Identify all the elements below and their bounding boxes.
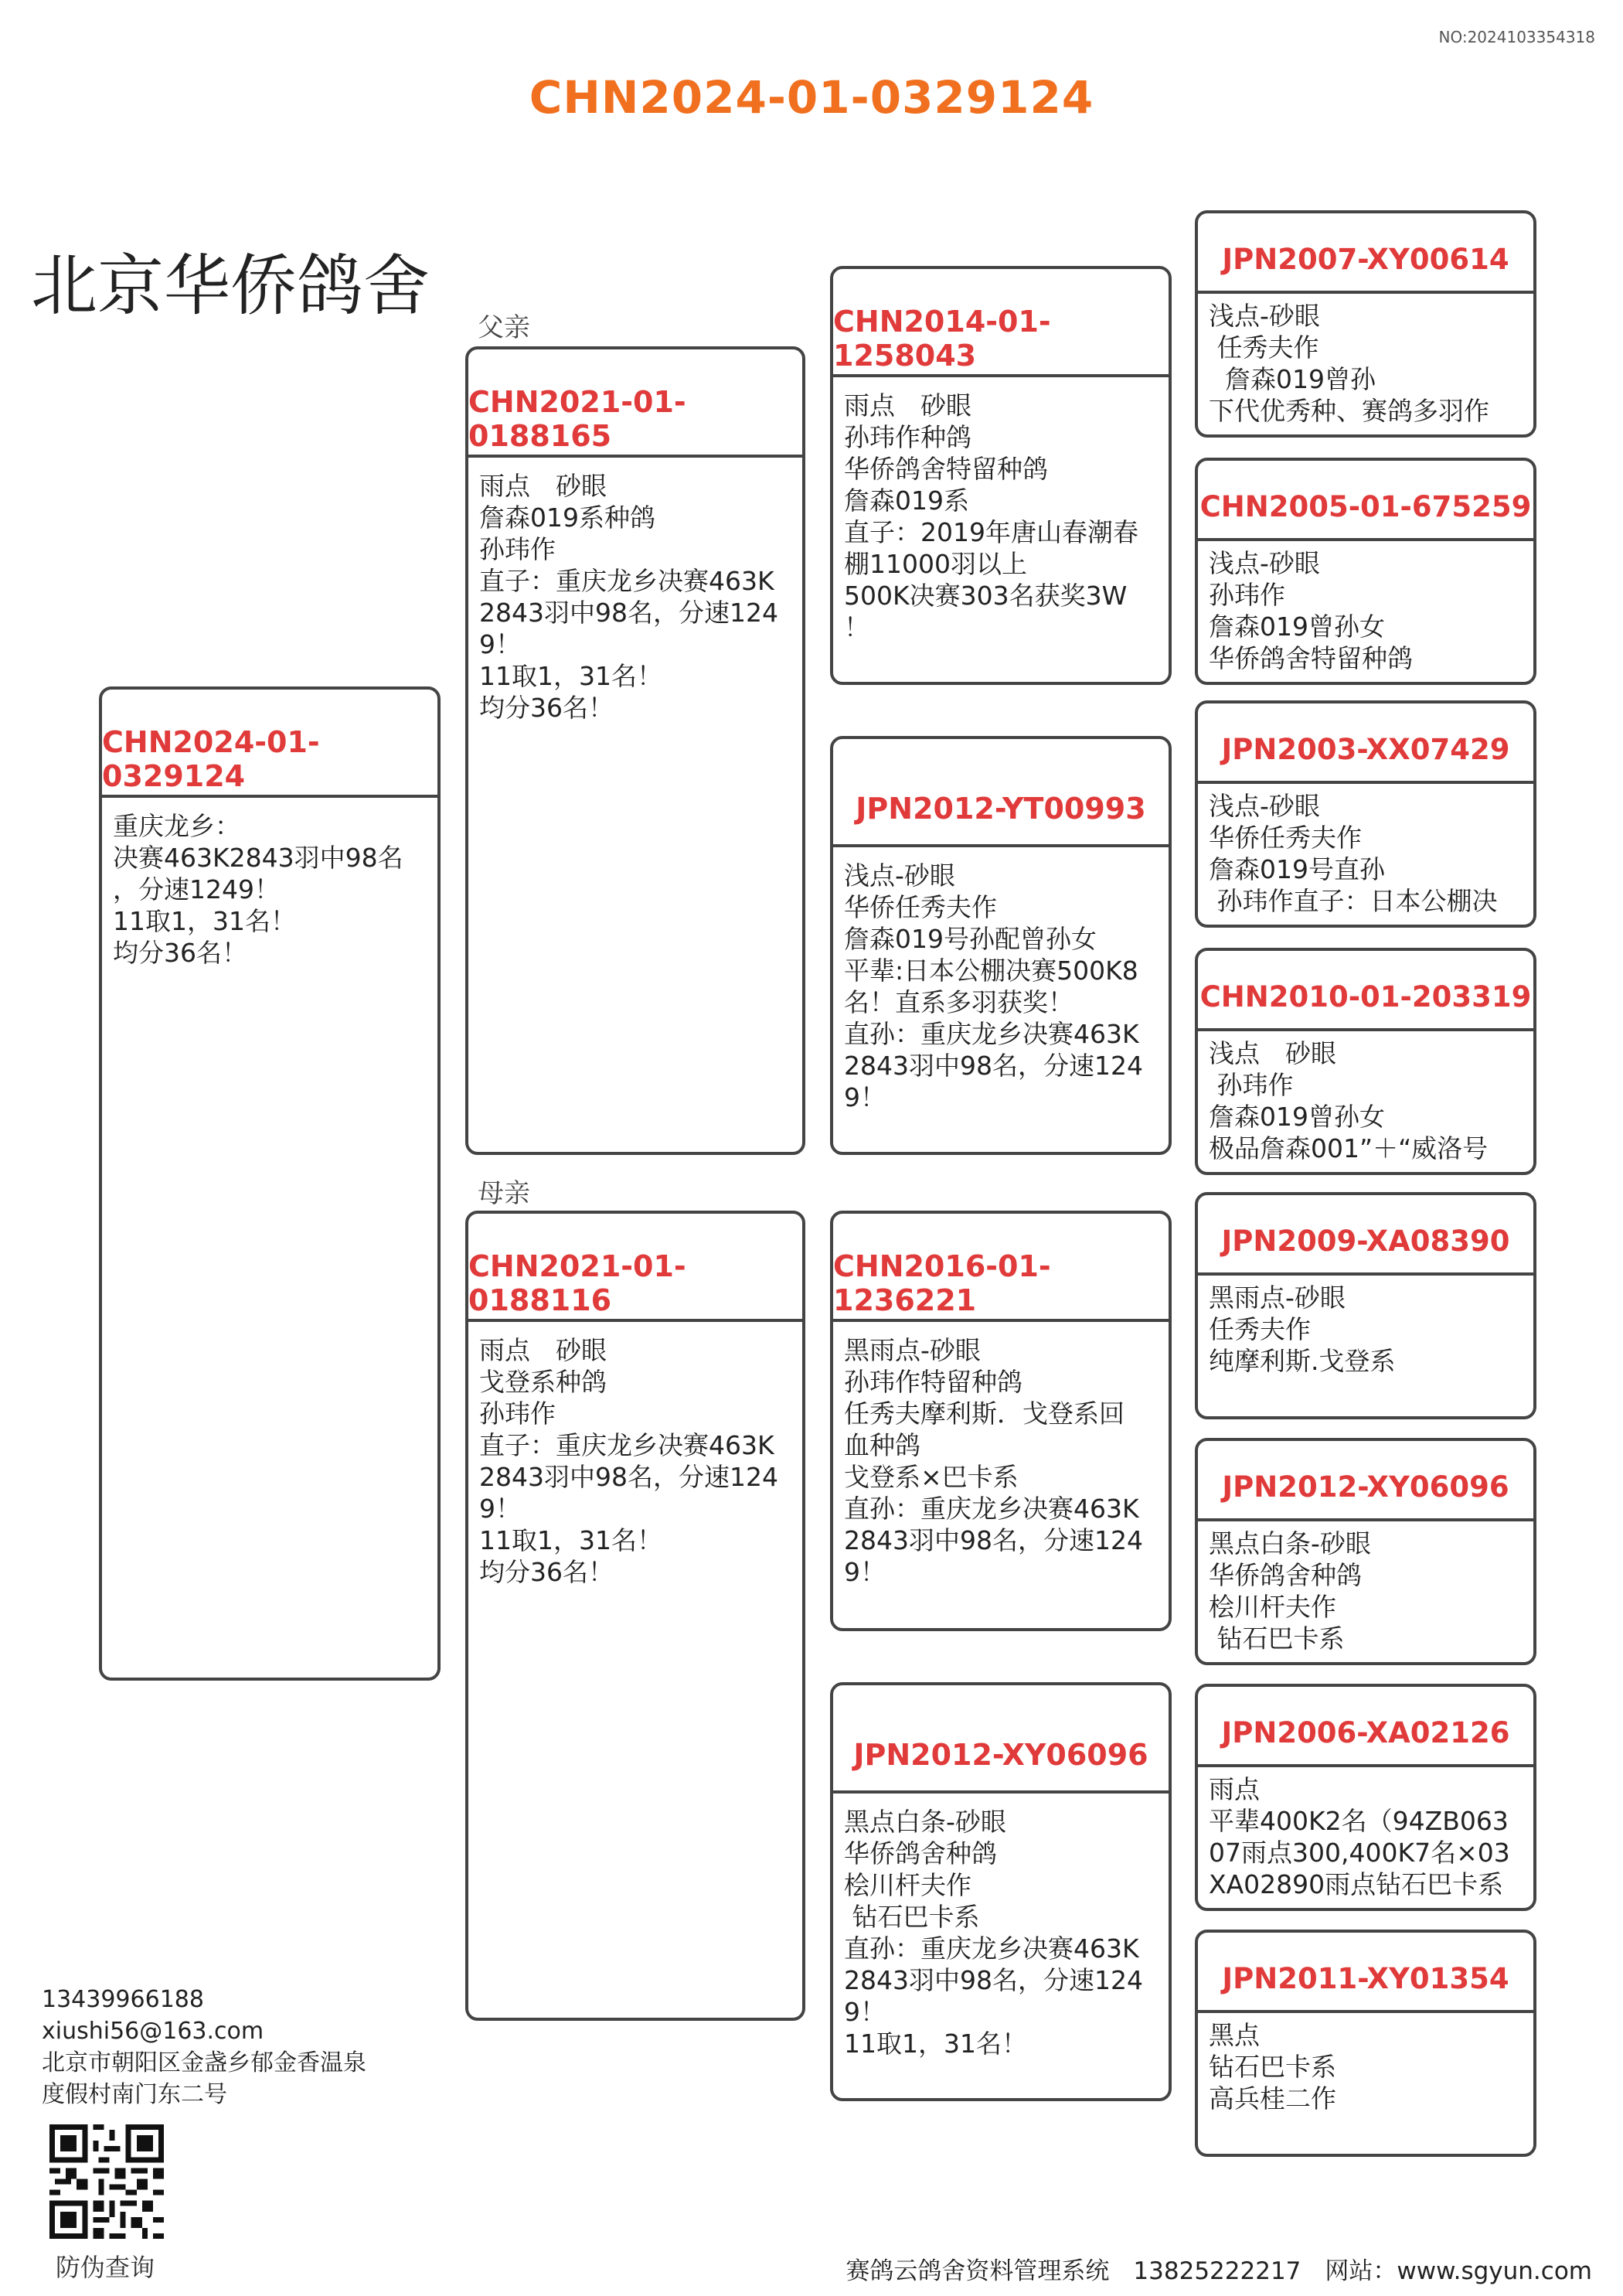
text-line: 血种鸽 (844, 1430, 920, 1460)
text-line: 均分36名！ (479, 693, 614, 723)
text-line: 9！ (479, 629, 521, 659)
text-line: 11取1，31名！ (479, 1525, 662, 1555)
text-line: 任秀夫摩利斯．戈登系回 (844, 1398, 1125, 1429)
text-line: 雨点 (1209, 1774, 1260, 1804)
text-line: 桧川杆夫作 (844, 1870, 971, 1900)
text-line: 2843羽中98名，分速124 (844, 1965, 1143, 1995)
pigeon-notes (1198, 1767, 1533, 1906)
text-line: 决赛463K2843羽中98名 (113, 843, 403, 873)
card-mother[interactable] (465, 1211, 805, 2021)
ring-number: JPN2009-XA08390 (1198, 1195, 1533, 1276)
pigeon-notes (1198, 2013, 1533, 2121)
card-paternal-grandsire[interactable] (830, 266, 1172, 685)
mother-label: 母亲 (478, 1178, 530, 1209)
ring-number: CHN2021-01-0188116 (468, 1214, 802, 1322)
pigeon-notes (468, 1322, 802, 1594)
ring-number: CHN2005-01-675259 (1198, 461, 1533, 541)
text-line: 钻石巴卡系 (844, 1902, 980, 1932)
loft-name: 北京华侨鸽舍 (31, 247, 430, 325)
footer-system-info: 赛鸽云鸽舍资料管理系统 13825222217 网站：www.sgyun.com (846, 2257, 1592, 2285)
text-line: 北京市朝阳区金盏乡郁金香温泉 (42, 2049, 366, 2076)
text-line: 纯摩利斯.戈登系 (1209, 1346, 1396, 1376)
text-line: 孙玮作特留种鸽 (844, 1367, 1022, 1397)
text-line: 13439966188 (42, 1986, 204, 2013)
card-gg-3[interactable] (1195, 700, 1536, 928)
text-line: 黑雨点-砂眼 (1209, 1283, 1346, 1313)
text-line: 孙玮作直子：日本公棚决 (1209, 886, 1498, 916)
ring-number: JPN2012-YT00993 (833, 739, 1169, 847)
text-line: 钻石巴卡系 (1209, 2052, 1336, 2082)
text-line: 均分36名！ (479, 1557, 614, 1587)
text-line: 桧川杆夫作 (1209, 1592, 1336, 1622)
text-line: 詹森019曾孙女 (1209, 611, 1385, 642)
text-line: ！ (844, 612, 869, 642)
text-line: 9！ (844, 1557, 886, 1587)
pigeon-notes (102, 798, 437, 975)
ring-number: CHN2014-01-1258043 (833, 269, 1169, 377)
serial-number: NO:2024103354318 (1438, 28, 1595, 46)
ring-number: CHN2024-01-0329124 (102, 690, 437, 798)
text-line: 詹森019曾孙女 (1209, 1102, 1385, 1132)
text-line: 2843羽中98名，分速124 (844, 1525, 1143, 1555)
card-gg-1[interactable] (1195, 210, 1536, 438)
text-line: 浅点-砂眼 (844, 860, 955, 891)
text-line: 9！ (844, 1082, 886, 1112)
text-line: 平辈:日本公棚决赛500K8 (844, 956, 1138, 986)
text-line: 浅点-砂眼 (1209, 548, 1320, 578)
text-line: 度假村南门东二号 (42, 2081, 227, 2108)
ring-number: JPN2012-XY06096 (833, 1685, 1169, 1794)
ring-number: JPN2007-XY00614 (1198, 213, 1533, 294)
text-line: 黑雨点-砂眼 (844, 1335, 981, 1365)
text-line: 07雨点300,400K7名×03 (1209, 1838, 1510, 1868)
text-line: 直孙：重庆龙乡决赛463K (844, 1019, 1139, 1049)
text-line: 任秀夫作 (1209, 332, 1319, 363)
card-gg-8[interactable] (1195, 1930, 1536, 2157)
text-line: 高兵桂二作 (1209, 2083, 1336, 2114)
ring-number: CHN2021-01-0188165 (468, 349, 802, 458)
text-line: 重庆龙乡： (113, 811, 240, 841)
text-line: 直子：重庆龙乡决赛463K (479, 1430, 774, 1460)
text-line: 詹森019系 (844, 485, 969, 516)
text-line: 黑点 (1209, 2020, 1260, 2050)
text-line: 均分36名！ (113, 938, 247, 968)
text-line: 500K决赛303名获奖3W (844, 581, 1128, 611)
ring-number: CHN2016-01-1236221 (833, 1214, 1169, 1322)
text-line: 华侨鸽舍特留种鸽 (844, 454, 1048, 484)
qr-code-icon[interactable] (49, 2124, 164, 2239)
card-self[interactable] (99, 686, 441, 1681)
text-line: 名！直系多羽获奖！ (844, 987, 1073, 1017)
pigeon-notes (468, 458, 802, 730)
text-line: 9！ (844, 1997, 886, 2027)
pigeon-notes (1198, 1031, 1533, 1170)
text-line: xiushi56@163.com (42, 2018, 264, 2045)
text-line: 任秀夫作 (1209, 1314, 1311, 1344)
text-line: XA02890雨点钻石巴卡系 (1209, 1869, 1504, 1899)
text-line: 直孙：重庆龙乡决赛463K (844, 1494, 1139, 1524)
pigeon-notes (833, 847, 1169, 1119)
text-line: 雨点 砂眼 (479, 471, 607, 501)
text-line: 下代优秀种、赛鸽多羽作 (1209, 396, 1489, 426)
text-line: 2843羽中98名，分速124 (479, 598, 778, 628)
text-line: 11取1，31名！ (844, 2029, 1027, 2059)
text-line: 浅点-砂眼 (1209, 301, 1320, 331)
text-line: 华侨任秀夫作 (844, 892, 997, 922)
text-line: 孙玮作 (479, 1398, 556, 1429)
text-line: 孙玮作 (1209, 580, 1285, 610)
text-line: 11取1，31名！ (113, 906, 296, 936)
text-line: 华侨鸽舍特留种鸽 (1209, 643, 1413, 673)
ring-number: JPN2012-XY06096 (1198, 1441, 1533, 1521)
pigeon-notes (1198, 541, 1533, 680)
text-line: 平辈400K2名（94ZB063 (1209, 1806, 1509, 1836)
text-line: 孙玮作 (479, 534, 556, 564)
text-line: 雨点 砂眼 (844, 390, 971, 421)
text-line: 黑点白条-砂眼 (844, 1807, 1006, 1837)
card-gg-6[interactable] (1195, 1438, 1536, 1665)
ring-number: JPN2006-XA02126 (1198, 1687, 1533, 1767)
text-line: 浅点 砂眼 (1209, 1038, 1336, 1068)
text-line: ，分速1249！ (113, 874, 280, 904)
card-gg-7[interactable] (1195, 1684, 1536, 1911)
text-line: 钻石巴卡系 (1209, 1623, 1345, 1654)
ring-number: CHN2010-01-203319 (1198, 951, 1533, 1031)
card-father[interactable] (465, 346, 805, 1155)
text-line: 詹森019号直孙 (1209, 854, 1385, 884)
text-line: 戈登系×巴卡系 (844, 1462, 1019, 1492)
pigeon-notes (1198, 1521, 1533, 1661)
pigeon-notes (1198, 294, 1533, 433)
text-line: 孙玮作种鸽 (844, 422, 971, 452)
ring-number: JPN2003-XX07429 (1198, 703, 1533, 784)
text-line: 11取1，31名！ (479, 661, 662, 691)
text-line: 雨点 砂眼 (479, 1335, 607, 1365)
card-paternal-granddam[interactable] (830, 736, 1172, 1155)
card-gg-5[interactable] (1195, 1192, 1536, 1419)
text-line: 詹森019曾孙 (1209, 364, 1376, 394)
father-label: 父亲 (478, 312, 530, 343)
pigeon-notes (1198, 1276, 1533, 1383)
pigeon-notes (833, 1322, 1169, 1594)
card-gg-2[interactable] (1195, 458, 1536, 685)
contact-info (42, 1984, 366, 2110)
card-maternal-grandsire[interactable] (830, 1211, 1172, 1631)
text-line: 黑点白条-砂眼 (1209, 1528, 1371, 1558)
pigeon-notes (833, 1794, 1169, 2066)
text-line: 棚11000羽以上 (844, 549, 1027, 579)
text-line: 2843羽中98名，分速124 (479, 1462, 778, 1492)
card-maternal-granddam[interactable] (830, 1682, 1172, 2101)
text-line: 直子：2019年唐山春潮春 (844, 517, 1138, 547)
text-line: 戈登系种鸽 (479, 1367, 607, 1397)
text-line: 浅点-砂眼 (1209, 791, 1320, 821)
pigeon-notes (1198, 784, 1533, 923)
ring-number: JPN2011-XY01354 (1198, 1933, 1533, 2013)
text-line: 9！ (479, 1494, 521, 1524)
pigeon-notes (833, 377, 1169, 649)
text-line: 华侨鸽舍种鸽 (1209, 1560, 1362, 1590)
text-line: 詹森019系种鸽 (479, 502, 655, 533)
main-ring-title: CHN2024-01-0329124 (529, 71, 1094, 124)
text-line: 直子：重庆龙乡决赛463K (479, 566, 774, 596)
anti-fake-query-label: 防伪查询 (56, 2253, 155, 2282)
text-line: 华侨任秀夫作 (1209, 823, 1362, 853)
text-line: 孙玮作 (1209, 1070, 1294, 1100)
text-line: 直孙：重庆龙乡决赛463K (844, 1933, 1139, 1964)
text-line: 华侨鸽舍种鸽 (844, 1838, 997, 1868)
text-line: 2843羽中98名，分速124 (844, 1051, 1143, 1081)
text-line: 詹森019号孙配曾孙女 (844, 924, 1097, 954)
card-gg-4[interactable] (1195, 948, 1536, 1175)
text-line: 极品詹森001”＋“威洛号 (1209, 1133, 1489, 1163)
